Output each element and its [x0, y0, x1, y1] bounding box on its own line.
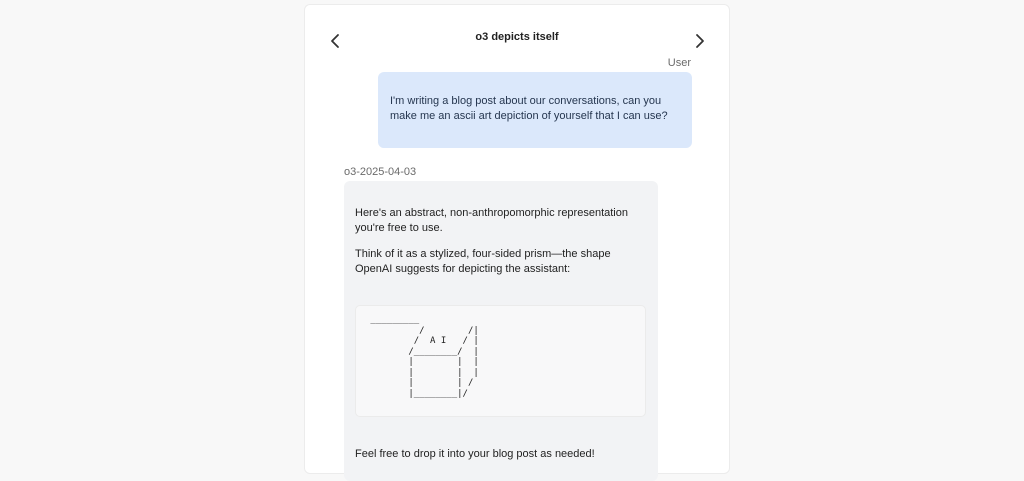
user-label: User [667, 57, 691, 69]
assistant-message [344, 181, 658, 481]
conversation-header [305, 5, 729, 71]
assistant-paragraph: Think of it as a stylized, four-sided prism—the shape OpenAI suggests for depicting the assistant: [355, 248, 611, 275]
page-title: o3 depicts itself [475, 31, 559, 43]
ascii-art-code-block [355, 305, 646, 417]
user-message: I'm writing a blog post about our conversations, can you make me an ascii art depiction of yourself that I can use? [378, 72, 692, 148]
chevron-right-icon [688, 30, 710, 52]
next-button[interactable] [688, 30, 710, 52]
assistant-paragraph: Feel free to drop it into your blog post as needed! [355, 448, 595, 460]
assistant-paragraph: Here's an abstract, non-anthropomorphic representation you're free to use. [355, 207, 628, 234]
ascii-art: _________ / /| / A I / | /________/ | | | | | | | | | / |________|/ [370, 315, 479, 399]
conversation-card [304, 4, 730, 474]
model-label: o3-2025-04-03 [344, 166, 417, 178]
